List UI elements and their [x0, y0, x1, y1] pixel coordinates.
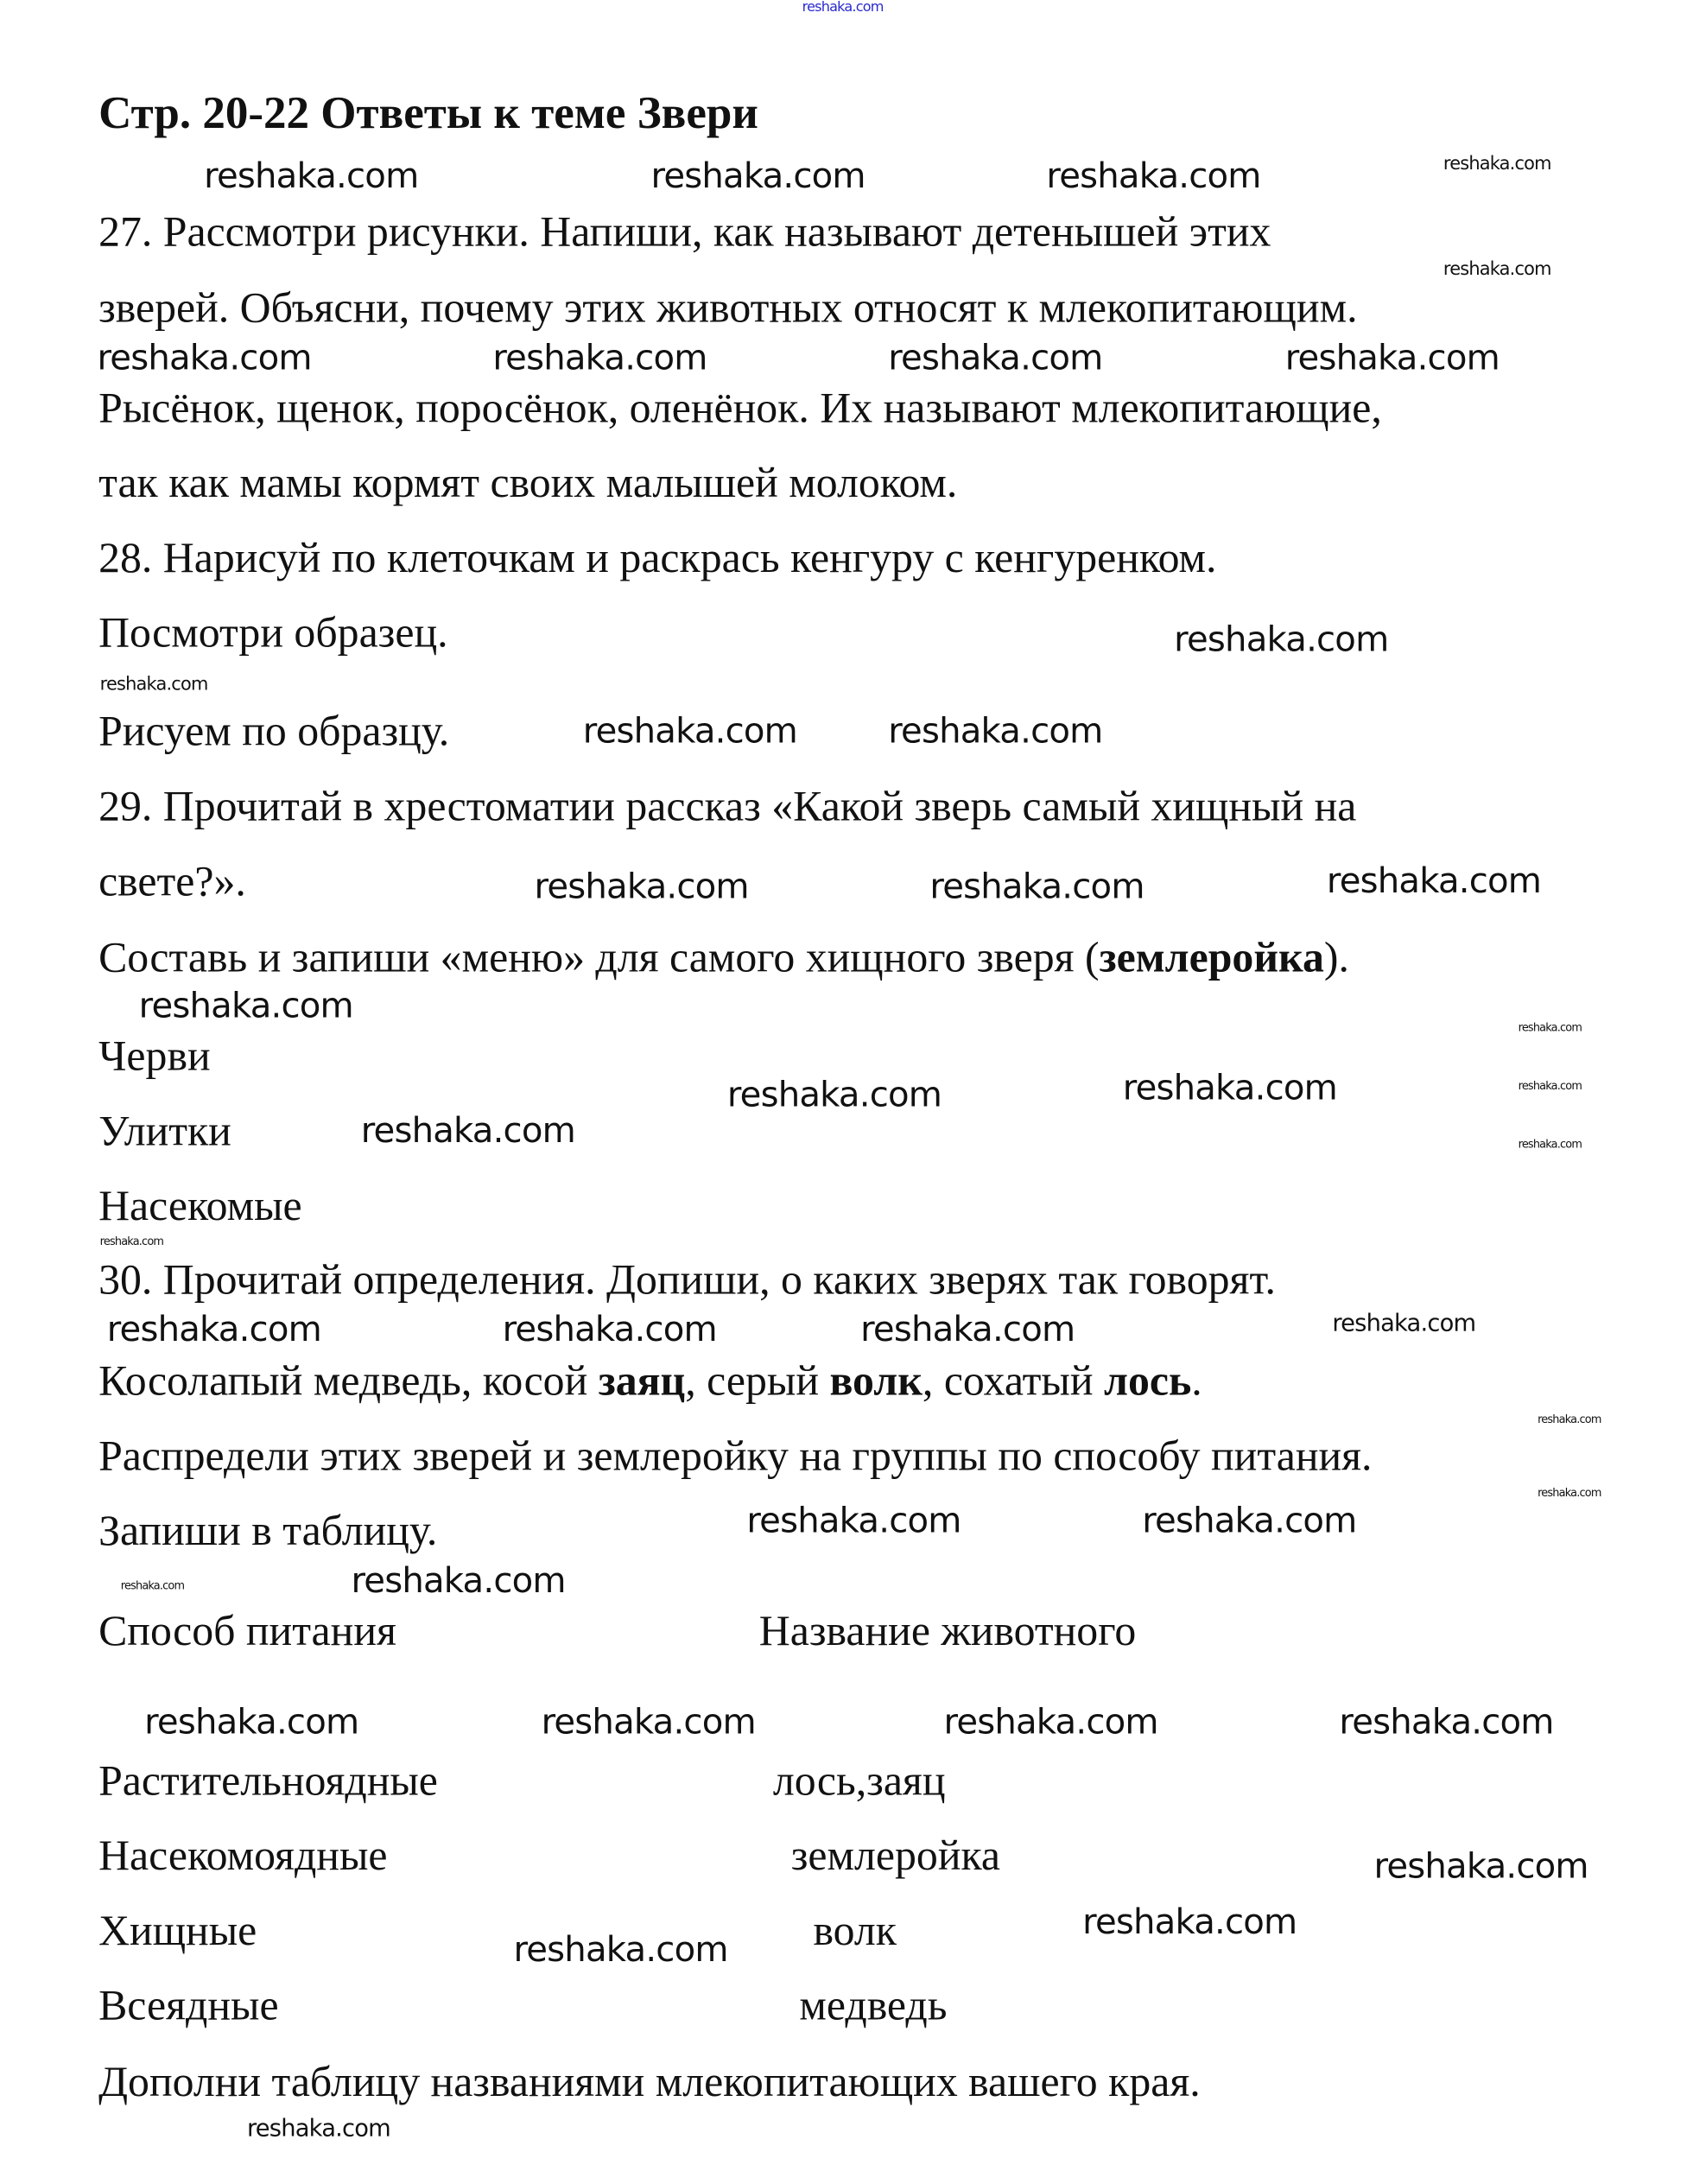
watermark: reshaka.com [1122, 1067, 1337, 1108]
watermark: reshaka.com [106, 1309, 321, 1349]
watermark: reshaka.com [1339, 1701, 1554, 1743]
watermark: reshaka.com [1174, 619, 1389, 660]
q27-answer2: так как мамы кормят своих малышей молоком. [98, 458, 958, 507]
watermark: reshaka.com [1284, 337, 1500, 378]
watermark: reshaka.com [860, 1309, 1075, 1349]
q29-line1: 29. Прочитай в хрестоматии рассказ «Какой зверь самый хищный на [98, 781, 1357, 830]
table-cell: Растительноядные [98, 1755, 438, 1805]
watermark: reshaka.com [513, 1929, 728, 1970]
watermark: reshaka.com [929, 866, 1145, 907]
watermark: reshaka.com [1082, 1901, 1297, 1942]
q28-answer: Рисуем по образцу. [98, 706, 450, 755]
watermark: reshaka.com [99, 674, 208, 695]
watermark: reshaka.com [351, 1559, 566, 1601]
q27-line1: 27. Рассмотри рисунки. Напиши, как называют детенышей этих [98, 206, 1271, 256]
watermark: reshaka.com [802, 0, 884, 16]
watermark: reshaka.com [1538, 1413, 1601, 1425]
watermark: reshaka.com [246, 2115, 390, 2143]
watermark: reshaka.com [1518, 1079, 1582, 1093]
watermark: reshaka.com [1142, 1500, 1357, 1541]
bold-answer: землеройка [1099, 932, 1324, 981]
q27-line2: зверей. Объясни, почему этих животных относят к млекопитающим. [98, 283, 1358, 332]
table-cell: землеройка [790, 1831, 1001, 1880]
menu-item: Насекомые [98, 1181, 302, 1230]
watermark: reshaka.com [1046, 155, 1261, 196]
q27-answer1: Рысёнок, щенок, поросёнок, оленёнок. Их называют млекопитающие, [98, 383, 1382, 432]
watermark: reshaka.com [1518, 1138, 1582, 1151]
watermark: reshaka.com [1443, 154, 1551, 175]
watermark: reshaka.com [582, 710, 797, 752]
table-cell: волк [813, 1905, 897, 1955]
watermark: reshaka.com [888, 710, 1103, 752]
q28-line2: Посмотри образец. [98, 607, 448, 657]
watermark: reshaka.com [746, 1500, 961, 1541]
table-cell: лось,заяц [772, 1755, 946, 1805]
table-cell: Хищные [98, 1905, 257, 1955]
table-header: Способ питания [98, 1605, 396, 1655]
table-cell: Всеядные [98, 1980, 279, 2029]
q30-line1: 30. Прочитай определения. Допиши, о каких зверях так говорят. [98, 1254, 1276, 1304]
watermark: reshaka.com [534, 866, 749, 907]
watermark: reshaka.com [943, 1701, 1158, 1743]
watermark: reshaka.com [1326, 860, 1542, 901]
watermark: reshaka.com [492, 337, 707, 378]
watermark: reshaka.com [541, 1701, 756, 1743]
watermark: reshaka.com [204, 155, 419, 196]
watermark: reshaka.com [138, 985, 353, 1026]
watermark: reshaka.com [888, 337, 1103, 378]
q28-line1: 28. Нарисуй по клеточкам и раскрась кенгуру с кенгуренком. [98, 532, 1217, 582]
watermark: reshaka.com [502, 1309, 717, 1349]
watermark: reshaka.com [1443, 259, 1551, 281]
watermark: reshaka.com [99, 1235, 164, 1248]
page-title: Стр. 20-22 Ответы к теме Звери [98, 88, 758, 139]
watermark: reshaka.com [1538, 1486, 1601, 1500]
watermark: reshaka.com [726, 1074, 942, 1115]
q29-line2: свете?». [98, 856, 246, 905]
watermark: reshaka.com [650, 155, 866, 196]
watermark: reshaka.com [144, 1701, 359, 1743]
menu-item: Черви [98, 1031, 211, 1080]
table-cell: Насекомоядные [98, 1831, 388, 1880]
q30-answer: Косолапый медведь, косой заяц, серый волк, сохатый лось. [98, 1355, 1202, 1405]
q29-line3: Составь и запиши «меню» для самого хищного зверя (землеройка). [98, 932, 1349, 981]
watermark: reshaka.com [120, 1579, 185, 1592]
table-header: Название животного [758, 1605, 1137, 1655]
watermark: reshaka.com [1373, 1845, 1588, 1887]
q30-line3: Запиши в таблицу. [98, 1506, 438, 1555]
q30-line4: Дополни таблицу названиями млекопитающих вашего края. [98, 2056, 1201, 2106]
watermark: reshaka.com [1332, 1310, 1476, 1338]
menu-item: Улитки [98, 1106, 231, 1155]
q30-line2: Распредели этих зверей и землеройку на группы по способу питания. [98, 1431, 1373, 1480]
table-cell: медведь [799, 1980, 948, 2029]
watermark: reshaka.com [1518, 1021, 1582, 1034]
watermark: reshaka.com [97, 337, 312, 378]
watermark: reshaka.com [360, 1110, 575, 1151]
